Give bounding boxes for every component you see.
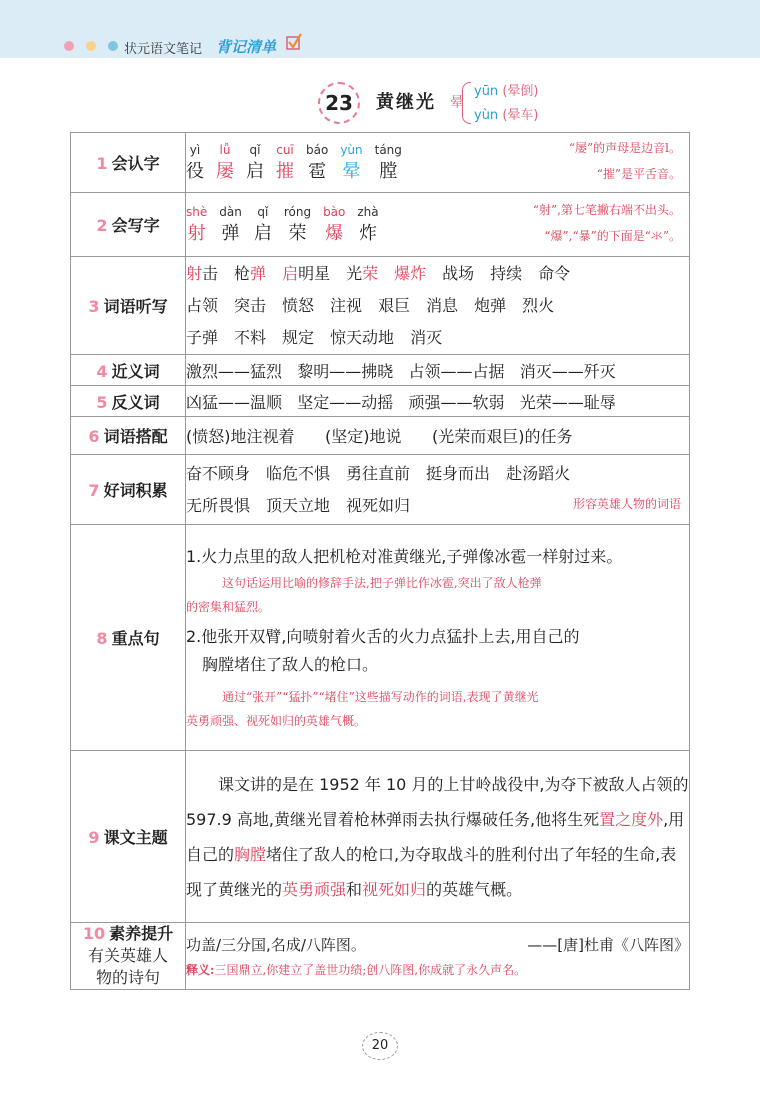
word: 枪弹 — [234, 263, 267, 283]
row-label: 9 课文主题 — [71, 751, 186, 923]
poem-text: 功盖/三分国,名成/八阵图。 — [186, 936, 366, 954]
poem-line — [186, 934, 689, 955]
char-note: “屡”的声母是边音l。 — [568, 141, 681, 155]
char-cell — [284, 205, 311, 245]
row-label: 10 素养提升 有关英雄人 物的诗句 — [71, 923, 186, 990]
word: 注视 — [330, 295, 363, 315]
word: 射击 — [186, 263, 219, 283]
word: 不料 — [234, 327, 267, 347]
row-label: 2 会写字 — [71, 193, 186, 257]
char-cell — [254, 205, 272, 245]
word-line — [186, 290, 689, 322]
poem-source: ——[唐]杜甫《八阵图》 — [527, 936, 689, 954]
brace-icon — [462, 82, 471, 124]
key-sentence-1: 1.火力点里的敌人把机枪对准黄继光,子弹像冰雹一样射过来。 — [186, 546, 623, 566]
row-content — [186, 193, 690, 257]
lesson-number: 23 — [318, 82, 360, 124]
page-number: 20 — [362, 1032, 398, 1060]
hanzi: 弹 — [221, 222, 240, 244]
word: 占领 — [186, 295, 219, 315]
checkbox-icon — [286, 33, 302, 51]
key-sentence-2-cont: 胸膛堵住了敌人的枪口。 — [202, 654, 379, 674]
word: 消息 — [426, 295, 459, 315]
word: 惊天动地 — [330, 327, 395, 347]
hanzi: 爆 — [325, 222, 344, 244]
collocations-text: (愤怒)地注视着 (坚定)地说 (光荣而艰巨)的任务 — [186, 417, 690, 455]
row-theme — [71, 751, 690, 923]
word: 视死如归 — [346, 495, 411, 515]
hanzi: 射 — [187, 222, 206, 244]
word: 消灭 — [410, 327, 443, 347]
char-cell — [375, 143, 402, 183]
antonyms-text: 凶猛——温顺 坚定——动摇 顽强——软弱 光荣——耻辱 — [186, 386, 690, 417]
word: 顶天立地 — [266, 495, 331, 515]
sentence-explanation: 的密集和猛烈。 — [186, 599, 271, 614]
word: 挺身而出 — [426, 463, 491, 483]
row-synonyms — [71, 355, 690, 386]
word: 烈火 — [522, 295, 555, 315]
row-content — [186, 923, 690, 990]
word: 无所畏惧 — [186, 495, 251, 515]
pinyin: lǚ — [219, 142, 231, 157]
hanzi: 摧 — [276, 160, 294, 182]
row-label: 4 近义词 — [71, 355, 186, 386]
decor-dot-blue — [108, 41, 118, 51]
word: 炮弹 — [474, 295, 507, 315]
row-content — [186, 751, 690, 923]
row-label: 5 反义词 — [71, 386, 186, 417]
row-label: 1 会认字 — [71, 133, 186, 193]
word: 命令 — [538, 263, 571, 283]
char-cell — [340, 143, 362, 183]
row-label: 8 重点句 — [71, 525, 186, 751]
hanzi: 雹 — [308, 160, 327, 182]
row-collocations — [71, 417, 690, 455]
pinyin: bào — [323, 204, 346, 219]
pinyin: yì — [189, 142, 201, 157]
lesson-title: 黄继光 — [376, 92, 436, 113]
row-literacy — [71, 923, 690, 990]
pinyin: dàn — [219, 204, 242, 219]
decor-dot-pink — [64, 41, 74, 51]
char-cell — [216, 143, 234, 183]
synonyms-text: 激烈——猛烈 黎明——拂晓 占领——占据 消灭——歼灭 — [186, 355, 690, 386]
char-cell — [186, 205, 207, 245]
row-recognize-chars — [71, 133, 690, 193]
char-cell — [186, 143, 204, 183]
word: 勇往直前 — [346, 463, 411, 483]
char-cell — [357, 205, 378, 245]
word-line — [186, 322, 689, 354]
row-content — [186, 455, 690, 525]
row-content — [186, 133, 690, 193]
row-antonyms — [71, 386, 690, 417]
pinyin: cuī — [276, 142, 294, 157]
char-cell — [306, 143, 328, 183]
polyphone-reading-1: yūn (晕倒) — [474, 84, 539, 99]
char-note: “爆”,“暴”的下面是“氺”。 — [544, 229, 681, 243]
row-content — [186, 525, 690, 751]
word-line — [186, 458, 689, 490]
polyphone-char: 晕 — [450, 95, 464, 111]
theme-paragraph: 课文讲的是在 1952 年 10 月的上甘岭战役中,为夺下被敌人占领的 597.9 高地,黄继光冒着枪林弹雨去执行爆破任务,他将生死置之度外,用自己的胸膛堵住了敌人的枪口,为夺取战斗的胜利付出了年轻的生命,表现了黄继光的英勇顽强和视死如归的英雄气概。 — [186, 774, 689, 899]
char-cell — [219, 205, 242, 245]
word: 规定 — [282, 327, 315, 347]
words-note: 形容英雄人物的词语 — [572, 497, 681, 511]
word: 持续 — [490, 263, 523, 283]
hanzi: 炸 — [359, 222, 377, 244]
char-cell — [276, 143, 294, 183]
sentence-explanation: 这句话运用比喻的修辞手法,把子弹比作冰雹,突出了敌人枪弹 — [222, 575, 542, 590]
hanzi: 启 — [246, 160, 264, 182]
hanzi: 屡 — [216, 160, 234, 182]
word: 战场 — [442, 263, 475, 283]
row-key-sentences — [71, 525, 690, 751]
pinyin: róng — [283, 204, 312, 219]
word: 艰巨 — [378, 295, 411, 315]
word: 临危不惧 — [266, 463, 331, 483]
word: 愤怒 — [282, 295, 315, 315]
polyphone-reading-2: yùn (晕车) — [474, 108, 539, 123]
hanzi: 启 — [253, 222, 272, 244]
word: 启明星 — [282, 263, 331, 283]
hanzi: 膛 — [379, 160, 398, 182]
word: 奋不顾身 — [186, 463, 251, 483]
word-line — [186, 258, 689, 290]
word: 子弹 — [186, 327, 219, 347]
char-note: “摧”是平舌音。 — [596, 167, 681, 181]
hanzi: 晕 — [342, 160, 361, 182]
notes-table — [70, 132, 690, 990]
decor-dot-yellow — [86, 41, 96, 51]
pinyin: báo — [306, 142, 329, 157]
row-dictation — [71, 257, 690, 355]
hanzi: 役 — [186, 160, 204, 182]
pinyin: qǐ — [257, 204, 269, 219]
sentence-explanation: 通过“张开”“猛扑”“堵住”这些描写动作的词语,表现了黄继光 — [222, 689, 539, 704]
pinyin: yùn — [340, 142, 363, 157]
char-cell — [323, 205, 345, 245]
word: 爆炸 — [394, 263, 427, 283]
row-write-chars — [71, 193, 690, 257]
row-label: 7 好词积累 — [71, 455, 186, 525]
char-cell — [246, 143, 264, 183]
word: 突击 — [234, 295, 267, 315]
word: 光荣 — [346, 263, 379, 283]
pinyin: shè — [186, 204, 208, 219]
word: 赴汤蹈火 — [506, 463, 571, 483]
row-good-words — [71, 455, 690, 525]
row-label: 3 词语听写 — [71, 257, 186, 355]
pinyin: qǐ — [249, 142, 261, 157]
sentence-explanation: 英勇顽强、视死如归的英雄气概。 — [186, 713, 367, 728]
pinyin: táng — [374, 142, 402, 157]
row-label: 6 词语搭配 — [71, 417, 186, 455]
row-content — [186, 257, 690, 355]
pinyin: zhà — [357, 204, 379, 219]
poem-explanation: 释义:三国鼎立,你建立了盖世功绩;创八阵图,你成就了永久声名。 — [186, 963, 527, 977]
key-sentence-2: 2.他张开双臂,向喷射着火舌的火力点猛扑上去,用自己的 — [186, 626, 580, 646]
char-note: “射”,第七笔撇右端不出头。 — [532, 203, 681, 217]
header-tag: 背记清单 — [216, 38, 277, 56]
hanzi: 荣 — [288, 222, 307, 244]
header-brand: 状元语文笔记 — [124, 42, 203, 57]
